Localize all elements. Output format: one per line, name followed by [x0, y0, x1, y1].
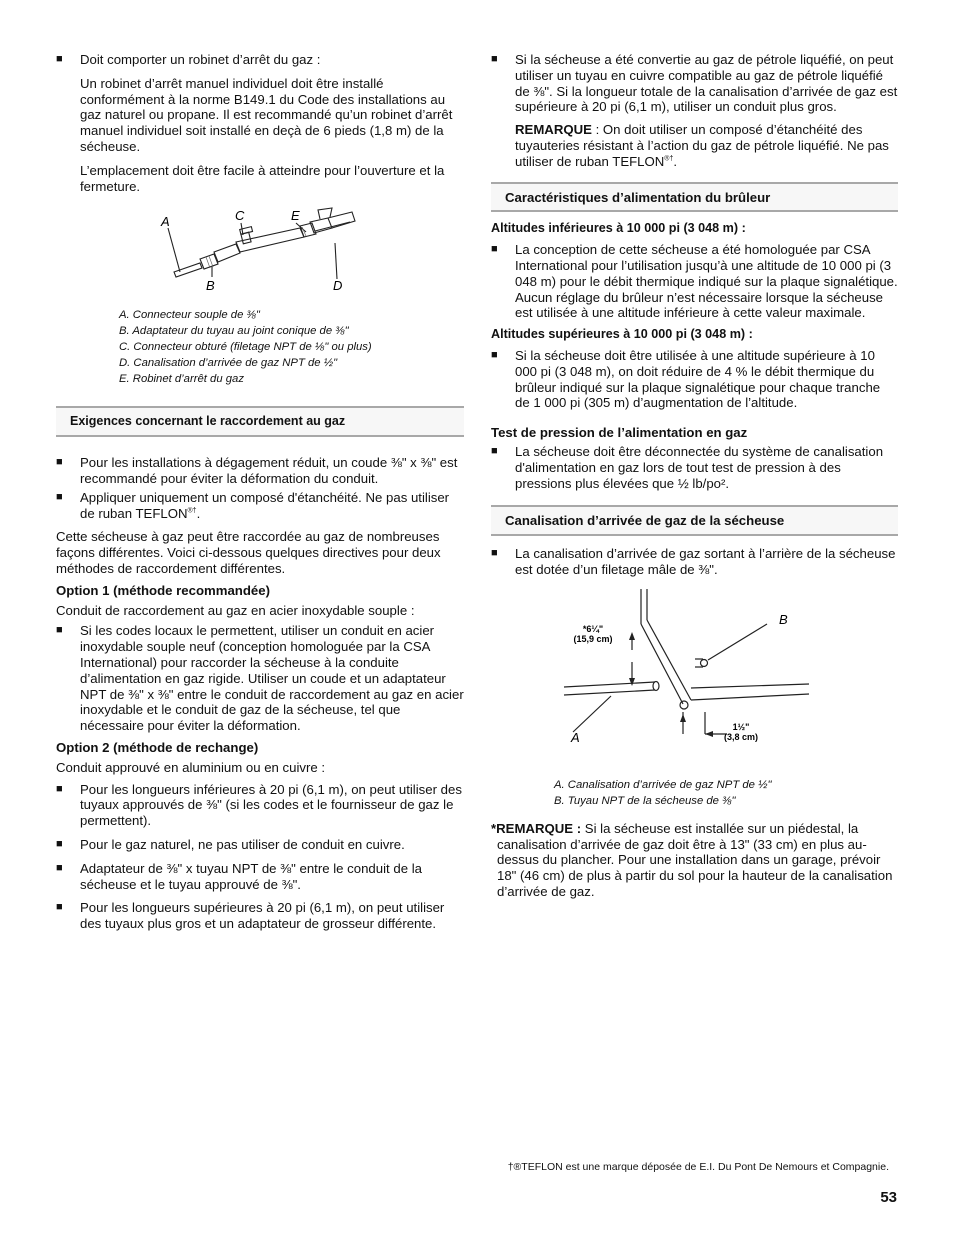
diagram2-label-b: B [779, 611, 788, 627]
option1-bullet: ■ Si les codes locaux le permettent, utiliser un conduit en acier inoxydable souple neuf (conception homologuée par la CSA International) pour raccorder la sécheuse à la conduite d’alimentation en gaz rigide. Utiliser un coude et un adaptateur NPT de ⅜" x ⅜" entre le conduit de raccordement au gaz en acier inoxydable et le conduit de gaz de la sécheuse, tel que nécessaire pour éviter la déformation. [56, 623, 464, 734]
dryer-gas-line-heading: Canalisation d’arrivée de gaz de la sécheuse [491, 505, 898, 536]
option2-bullet-short-length: ■ Pour les longueurs inférieures à 20 pi (6,1 m), on peut utiliser des tuyaux approuvés de ⅜" (si les codes et le fournisseur de gaz le permettent). [56, 782, 464, 829]
pedestal-remark: *REMARQUE : Si la sécheuse est installée sur un piédestal, la canalisation d’arrivée de gaz doit être à 13" (33 cm) en plus au-dessus du plancher. Pour une installation dans un garage, prévoir 18" (46 cm) de plus à partir du sol pour la hauteur de la canalisation d’arrivée de gaz. [491, 820, 893, 899]
low-altitude-bullet: ■ La conception de cette sécheuse a été homologuée par CSA International pour l’utilisation jusqu’à une altitude de 10 000 pi (3 048 m) pour le débit thermique indiqué sur la plaque signalétique. Aucun réglage du brûleur n’est nécessaire lorsque la sécheuse est utilisée à une altitude inférieure à cette valeur maximale. [491, 242, 898, 321]
option2-bullet-adapter: ■ Adaptateur de ⅜" x tuyau NPT de ⅜" entre le conduit de la sécheuse et le tuyau approuvé de ⅜". [56, 861, 464, 893]
diagram1-label-e: E [291, 208, 300, 224]
diagram1-label-c: C [235, 208, 245, 224]
diagram2-dim2-inches: 1½" [732, 721, 750, 732]
diagram1-caption-b: B. Adaptateur du tuyau au joint conique de ⅜" [119, 325, 349, 338]
teflon-trademark-mark: ®† [664, 155, 674, 163]
teflon-trademark-mark: ®† [187, 507, 197, 515]
remark-label: *REMARQUE : [491, 820, 582, 836]
lp-gas-bullet: ■ Si la sécheuse a été convertie au gaz de pétrole liquéfié, on peut utiliser un tuyau en cuivre compatible au gaz de pétrole liquéfié de ⅜". Si la longueur totale de la canalisation d’arrivée de gaz est supérieure à 20 pi (6,1 m), utiliser un conduit plus gros. [491, 52, 898, 115]
pressure-test-title: Test de pression de l’alimentation en gaz [491, 425, 748, 441]
diagram1-captions [119, 307, 464, 387]
diagram1-caption-a: A. Connecteur souple de ⅜" [119, 309, 260, 322]
diagram1-label-d: D [333, 278, 343, 294]
connection-intro: Cette sécheuse à gaz peut être raccordée au gaz de nombreuses façons différentes. Voici ci-dessous quelques directives pour deux méthodes de raccordement différentes. [56, 529, 441, 576]
page-number: 53 [880, 1189, 897, 1206]
option2-text: Conduit approuvé en aluminium ou en cuivre : [56, 759, 326, 775]
left-column [56, 52, 464, 932]
teflon-footnote: †®TEFLON est une marque déposée de E.I. Du Pont De Nemours et Compagnie. [507, 1161, 889, 1173]
diagram2-dim1-cm: (15,9 cm) [573, 633, 613, 644]
option2-bullet-long-length: ■ Pour les longueurs supérieures à 20 pi (6,1 m), on peut utiliser des tuyaux plus gros et un adaptateur de grosseur différente. [56, 900, 464, 932]
lp-gas-note: REMARQUE : On doit utiliser un composé d’étanchéité des tuyauteries résistant à l’action du gaz de pétrole liquéfié. Ne pas utiliser de ruban TEFLON®†. [515, 122, 889, 169]
burner-supply-heading: Caractéristiques d’alimentation du brûleur [491, 182, 898, 213]
option1-title: Option 1 (méthode recommandée) [56, 582, 270, 598]
diagram2-caption-b: B. Tuyau NPT de la sécheuse de ⅜" [554, 794, 736, 807]
diagram1-caption-c: C. Connecteur obturé (filetage NPT de ⅛" ou plus) [119, 341, 372, 354]
right-column [491, 52, 898, 900]
connection-bullet-sealant: ■ Appliquer uniquement un composé d'étanchéité. Ne pas utiliser de ruban TEFLON®†. [56, 490, 464, 522]
option2-bullet-no-copper: ■ Pour le gaz naturel, ne pas utiliser de conduit en cuivre. [56, 837, 464, 853]
low-altitude-title: Altitudes inférieures à 10 000 pi (3 048 m) : [491, 221, 746, 236]
pressure-test-bullet: ■ La sécheuse doit être déconnectée du système de canalisation d'alimentation en gaz lors de tout test de pression à des pressions plus élevées que ½ lb/po². [491, 444, 898, 491]
diagram1-caption-e: E. Robinet d’arrêt du gaz [119, 373, 244, 386]
valve-location-paragraph: L’emplacement doit être facile à atteindre pour l’ouverture et la fermeture. [80, 162, 445, 194]
diagram2-captions [554, 777, 898, 809]
valve-requirement-paragraph: Un robinet d’arrêt manuel individuel doit être installé conformément à la norme B149.1 du Code des installations au gaz naturel ou propane. Il est recommandé qu’un robinet d’arrêt manuel individuel soit installé en deçà de 6 pieds (1,8 m) de la sécheuse. [80, 75, 453, 154]
gas-connector-diagram [160, 206, 410, 294]
connection-requirements-heading: Exigences concernant le raccordement au gaz [56, 406, 464, 437]
diagram2-caption-a: A. Canalisation d’arrivée de gaz NPT de ½" [554, 778, 772, 791]
diagram1-label-b: B [206, 278, 215, 294]
diagram1-label-a: A [161, 214, 170, 230]
option1-text: Conduit de raccordement au gaz en acier inoxydable souple : [56, 602, 415, 618]
diagram2-label-a: A [571, 729, 580, 745]
diagram1-caption-d: D. Canalisation d’arrivée de gaz NPT de ½" [119, 357, 338, 370]
diagram2-dim1-inches: *6¼" [582, 623, 604, 634]
note-label: REMARQUE [515, 122, 592, 138]
high-altitude-title: Altitudes supérieures à 10 000 pi (3 048 m) : [491, 327, 753, 342]
option2-title: Option 2 (méthode de rechange) [56, 739, 259, 755]
high-altitude-bullet: ■ Si la sécheuse doit être utilisée à une altitude supérieure à 10 000 pi (3 048 m), on doit réduire de 4 % le débit thermique du brûleur indiqué sur la plaque signalétique pour chaque tranche de 1 000 pi (305 m) d’augmentation de l’altitude. [491, 348, 898, 411]
valve-requirement-bullet: ■ Doit comporter un robinet d’arrêt du gaz : [56, 52, 464, 68]
connection-bullet-elbow: ■ Pour les installations à dégagement réduit, un coude ⅜" x ⅜" est recommandé pour éviter la déformation du conduit. [56, 455, 464, 487]
diagram2-dim2-cm: (3,8 cm) [723, 731, 759, 742]
dryer-gas-line-bullet: ■ La canalisation d’arrivée de gaz sortant à l’arrière de la sécheuse est dotée d’un filetage mâle de ⅜". [491, 546, 898, 578]
dryer-gas-line-diagram [559, 584, 819, 774]
